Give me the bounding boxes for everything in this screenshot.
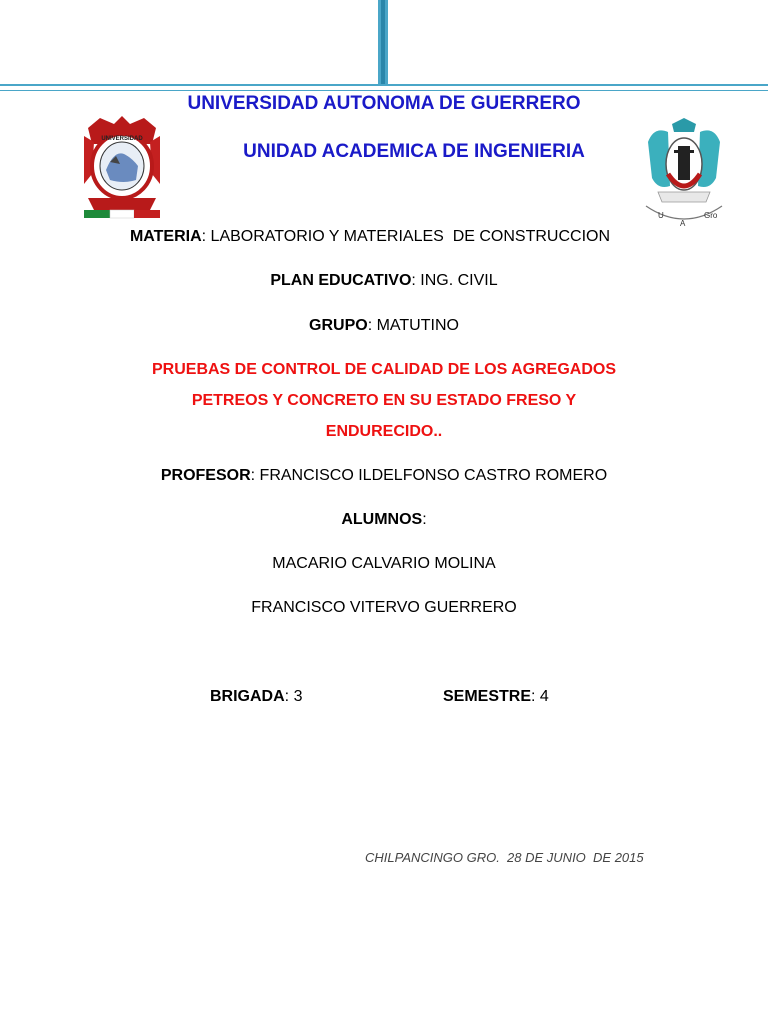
materia-line [0, 228, 740, 246]
alumnos-suffix: : [422, 511, 427, 528]
brigada-value: : 3 [284, 688, 303, 705]
header-rule [0, 84, 768, 86]
report-title-line-1: PRUEBAS DE CONTROL DE CALIDAD DE LOS AGREGADOS [151, 361, 617, 378]
crest-text: UNIVERSIDAD [101, 136, 143, 142]
place-date: CHILPANCINGO GRO. 28 DE JUNIO DE 2015 [365, 850, 644, 865]
alumnos-line [0, 511, 768, 529]
brigada-label: BRIGADA [210, 688, 285, 705]
university-crest-logo [80, 114, 164, 222]
logo-letter-gro: Gro [704, 211, 718, 220]
plan-label: PLAN EDUCATIVO [270, 272, 412, 289]
logo-letter-u: U [658, 211, 664, 220]
top-bar-decoration [378, 0, 388, 84]
semestre-label: SEMESTRE [443, 688, 532, 705]
report-title-line-3: ENDURECIDO.. [325, 423, 443, 440]
academic-unit-title: UNIDAD ACADEMICA DE INGENIERIA [243, 141, 585, 162]
university-title: UNIVERSIDAD AUTONOMA DE GUERRERO [187, 93, 581, 114]
profesor-line [0, 467, 768, 485]
student-name: MACARIO CALVARIO MOLINA [272, 555, 496, 572]
profesor-value: : FRANCISCO ILDELFONSO CASTRO ROMERO [250, 467, 608, 484]
materia-label: MATERIA [129, 228, 202, 245]
student-name: FRANCISCO VITERVO GUERRERO [251, 599, 517, 616]
brigada-line [210, 688, 302, 706]
semestre-value: : 4 [531, 688, 549, 705]
grupo-value: : MATUTINO [367, 317, 459, 334]
grupo-label: GRUPO [309, 317, 368, 334]
profesor-label: PROFESOR [160, 467, 251, 484]
logo-letter-a: A [680, 219, 686, 228]
report-title-line-2: PETREOS Y CONCRETO EN SU ESTADO FRESO Y [191, 392, 577, 409]
plan-line [0, 272, 768, 290]
plan-value: : ING. CIVIL [411, 272, 498, 289]
engineering-unit-logo [644, 116, 724, 228]
grupo-line [0, 317, 768, 335]
header-rule-thin [0, 90, 768, 91]
materia-value: : LABORATORIO Y MATERIALES DE CONSTRUCCION [201, 228, 611, 245]
alumnos-label: ALUMNOS [341, 511, 423, 528]
semestre-line [443, 688, 549, 706]
